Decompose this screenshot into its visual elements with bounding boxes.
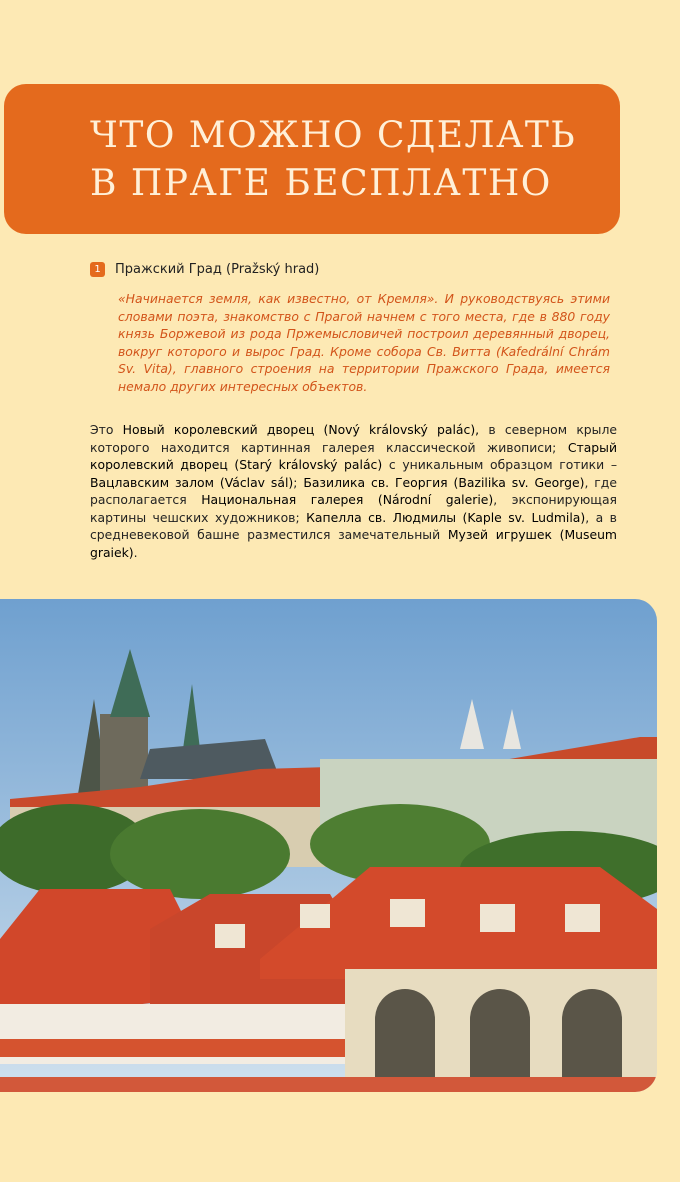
prague-castle-photo — [0, 599, 657, 1092]
body-text-6: , экспонирующая картины чешских художников; — [90, 492, 617, 525]
item-title: Пражский Град — [115, 262, 222, 277]
body-text-4: ; — [293, 474, 304, 490]
body-text-7: , а в средневековой башне разместился замечательный — [90, 509, 617, 542]
intro-quote: «Начинается земля, как известно, от Кремля». И руководствуясь этими словами поэта, знакомство с Прагой начнем с того места, где в 880 году князь Боржевой из рода Пржемысловичей построил деревянный дворец, вокруг которого и вырос Град. Кроме собора Св. Витта (Kafedrální Chrám Sv. Vita), главного строения на территории Пражского Града, имеется немало других интересных объектов. — [118, 291, 610, 394]
item-heading — [90, 262, 319, 277]
body-text-3: с уникальным образцом готики – — [382, 457, 618, 472]
body-text-5: , где располагается — [90, 474, 618, 507]
highlight-national-gallery: Национальная галерея (Národní galerie) — [201, 492, 494, 507]
page-title — [90, 112, 610, 208]
highlight-vladislav-hall: Вацлавским залом (Václav sál) — [90, 474, 294, 490]
item-number-badge: 1 — [90, 262, 105, 277]
highlight-old-palace: Старый королевский дворец (Starý královský palác) — [90, 439, 617, 472]
highlight-ludmila-chapel: Капелла св. Людмилы (Kaple sv. Ludmila) — [306, 509, 586, 525]
page-title-line-2: В ПРАГЕ БЕСПЛАТНО — [90, 163, 552, 204]
highlight-basilica: Базилика св. Георгия (Bazilika sv. George) — [303, 474, 585, 490]
body-paragraph — [90, 421, 617, 561]
body-text-2: в северном крыле которого находится картинная галерея классической живописи; — [90, 422, 617, 455]
highlight-new-palace: Новый королевский дворец (Nový královský palác), — [122, 422, 480, 437]
body-text-8: . — [133, 544, 138, 560]
highlight-toy-museum: Музей игрушек (Museum graiek) — [90, 527, 618, 560]
body-text-1: Это — [90, 422, 123, 437]
item-title-original: (Pražský hrad) — [226, 262, 320, 277]
page-title-line-1: ЧТО МОЖНО СДЕЛАТЬ — [90, 115, 577, 156]
